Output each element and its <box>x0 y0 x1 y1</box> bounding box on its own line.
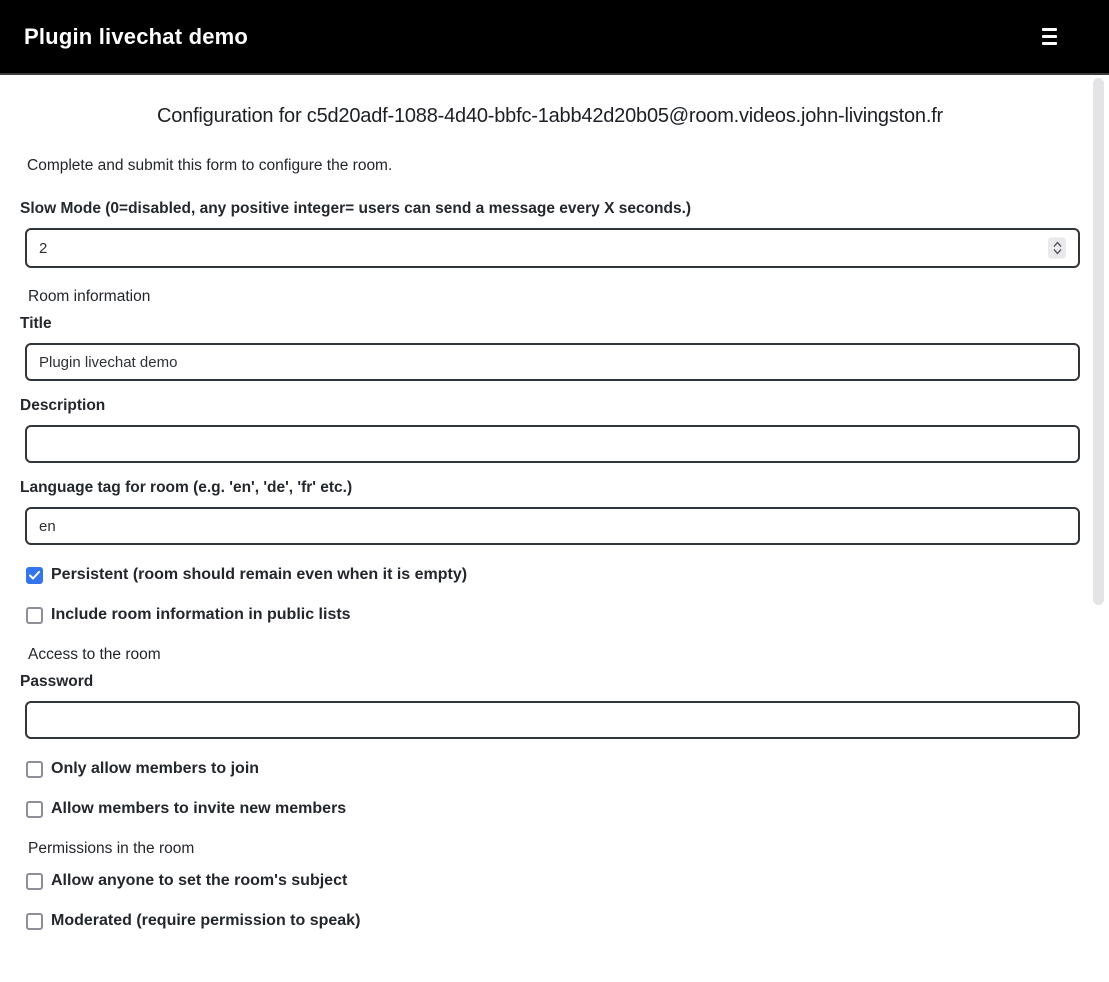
config-page <box>0 105 1109 982</box>
change-subject-checkbox[interactable] <box>26 873 43 890</box>
persistent-checkbox-label: Persistent (room should remain even when it is empty) <box>51 566 468 583</box>
description-input[interactable] <box>25 425 1080 463</box>
section-access: Access to the room <box>28 646 161 663</box>
section-room-information: Room information <box>28 288 151 305</box>
members-only-checkbox-label: Only allow members to join <box>51 760 260 777</box>
public-list-checkbox-row[interactable] <box>26 606 1080 624</box>
slow-mode-input[interactable] <box>25 228 1080 268</box>
members-only-checkbox[interactable] <box>26 761 43 778</box>
page-title: Configuration for c5d20adf-1088-4d40-bbfc-1abb42d20b05@room.videos.john-livingston.fr <box>156 105 944 127</box>
moderated-checkbox-label: Moderated (require permission to speak) <box>51 912 361 929</box>
persistent-checkbox[interactable] <box>26 567 43 584</box>
allow-invites-checkbox-label: Allow members to invite new members <box>51 800 347 817</box>
section-permissions: Permissions in the room <box>28 840 195 857</box>
menu-button[interactable] <box>1032 22 1067 51</box>
language-input[interactable] <box>25 507 1080 545</box>
chevron-down-icon <box>1053 249 1062 255</box>
allow-invites-checkbox-row[interactable] <box>26 800 1080 818</box>
change-subject-checkbox-label: Allow anyone to set the room's subject <box>51 872 348 889</box>
change-subject-checkbox-row[interactable] <box>26 872 1080 890</box>
hamburger-icon <box>1042 28 1057 45</box>
language-label: Language tag for room (e.g. 'en', 'de', 'fr' etc.) <box>20 479 353 496</box>
scrollbar-thumb[interactable] <box>1093 78 1104 605</box>
room-config-form <box>20 157 1080 930</box>
slow-mode-label: Slow Mode (0=disabled, any positive integer= users can send a message every X seconds.) <box>20 200 692 217</box>
app-header <box>0 0 1109 75</box>
moderated-checkbox[interactable] <box>26 913 43 930</box>
allow-invites-checkbox[interactable] <box>26 801 43 818</box>
password-label: Password <box>20 673 94 690</box>
members-only-checkbox-row[interactable] <box>26 760 1080 778</box>
app-title: Plugin livechat demo <box>24 23 249 49</box>
title-input[interactable] <box>25 343 1080 381</box>
public-list-checkbox[interactable] <box>26 607 43 624</box>
form-instructions: Complete and submit this form to configure the room. <box>27 157 393 174</box>
slow-mode-field <box>20 228 1080 268</box>
description-label: Description <box>20 397 106 414</box>
title-label: Title <box>20 315 52 332</box>
moderated-checkbox-row[interactable] <box>26 912 1080 930</box>
chevron-up-icon <box>1053 242 1062 248</box>
password-input[interactable] <box>25 701 1080 739</box>
number-stepper[interactable] <box>1048 238 1066 259</box>
persistent-checkbox-row[interactable] <box>26 566 1080 584</box>
public-list-checkbox-label: Include room information in public lists <box>51 606 351 623</box>
